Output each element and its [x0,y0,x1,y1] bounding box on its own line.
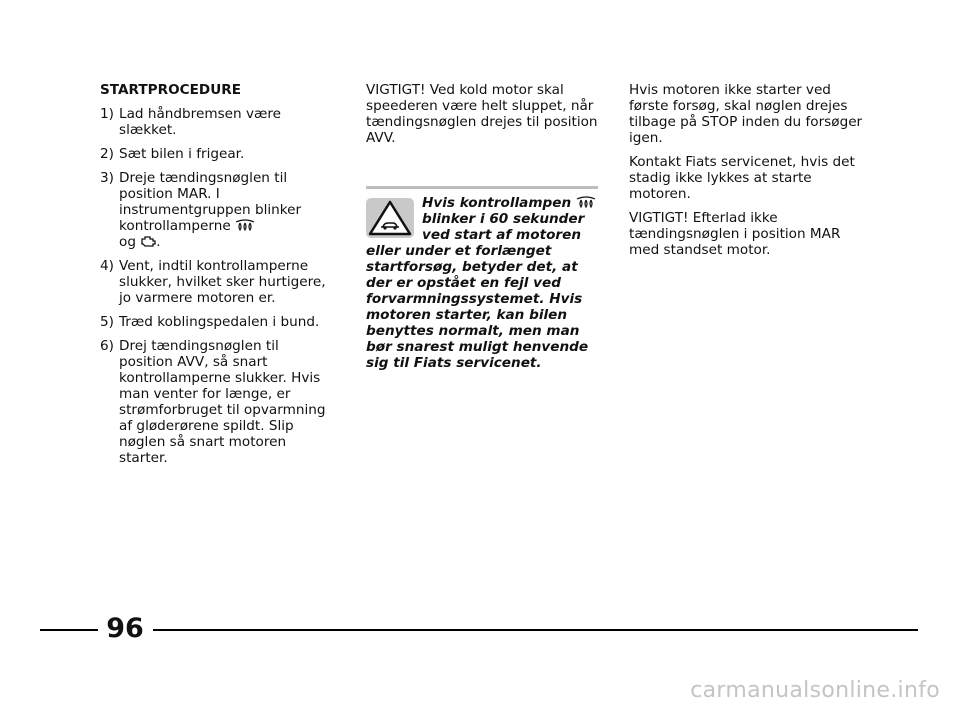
procedure-column [100,82,336,474]
important-note: VIGTIGT! Ved kold motor skal speederen være helt sluppet, når tændingsnøglen drejes til position AVV. [366,82,598,146]
warning-divider [366,186,598,189]
step-text: Dreje tændingsnøglen til position MAR. I instrumentgruppen blinker kontrollamperne [119,170,302,234]
step-number: 1) [100,106,114,122]
procedure-heading: STARTPROCEDURE [100,82,241,98]
step-number: 2) [100,146,114,162]
engine-check-icon [140,235,156,247]
warning-box [366,186,598,371]
step-text: Vent, indtil kontrollamperne slukker, hvilket sker hurtigere, jo varmere motoren er. [119,258,326,306]
procedure-steps [100,106,336,466]
step-3 [100,170,336,250]
glow-plug-icon [235,219,255,231]
paragraph: Hvis motoren ikke starter ved første forsøg, skal nøglen drejes tilbage på STOP inden du forsøger igen. [629,82,863,146]
step-text: Lad håndbremsen være slækket. [119,106,281,138]
step-number: 6) [100,338,114,354]
step-text-connector: og [119,234,136,250]
step-number: 3) [100,170,114,186]
step-1 [100,106,336,138]
step-number: 5) [100,314,114,330]
step-4 [100,258,336,306]
step-text: Træd koblingspedalen i bund. [119,314,320,330]
warning-text-rest: blinker i 60 sekunder ved start af motoren eller under et forlænget startforsøg, betyder det, at der er opstået en fejl ved forvarmningssystemet. Hvis motoren starter, kan bilen benyttes normalt, men man bør snarest muligt henvende sig til Fiats servicenet. [366,211,589,371]
page-number: 96 [106,613,144,644]
warning-text-start: Hvis kontrollampen [422,195,572,211]
footer-rule-left [40,629,98,631]
paragraph: VIGTIGT! Efterlad ikke tændingsnøglen i position MAR med standset motor. [629,210,841,258]
step-5 [100,314,336,330]
watermark: carmanualsonline.info [690,678,940,703]
step-text: Drej tændingsnøglen til position AVV, så snart kontrollamperne slukker. Hvis man venter for længe, er strømforbruget til opvarmning af gløderørene spildt. Slip nøglen så snart motoren starter. [119,338,326,466]
warning-triangle-icon [366,198,414,238]
right-column [629,82,869,266]
middle-column [366,82,598,154]
glow-plug-icon [576,196,596,208]
step-text: Sæt bilen i frigear. [119,146,245,162]
step-2 [100,146,336,162]
step-number: 4) [100,258,114,274]
footer-rule-right [153,629,918,631]
paragraph: Kontakt Fiats servicenet, hvis det stadig ikke lykkes at starte motoren. [629,154,855,202]
step-text-end: . [156,234,161,250]
step-6 [100,338,336,466]
